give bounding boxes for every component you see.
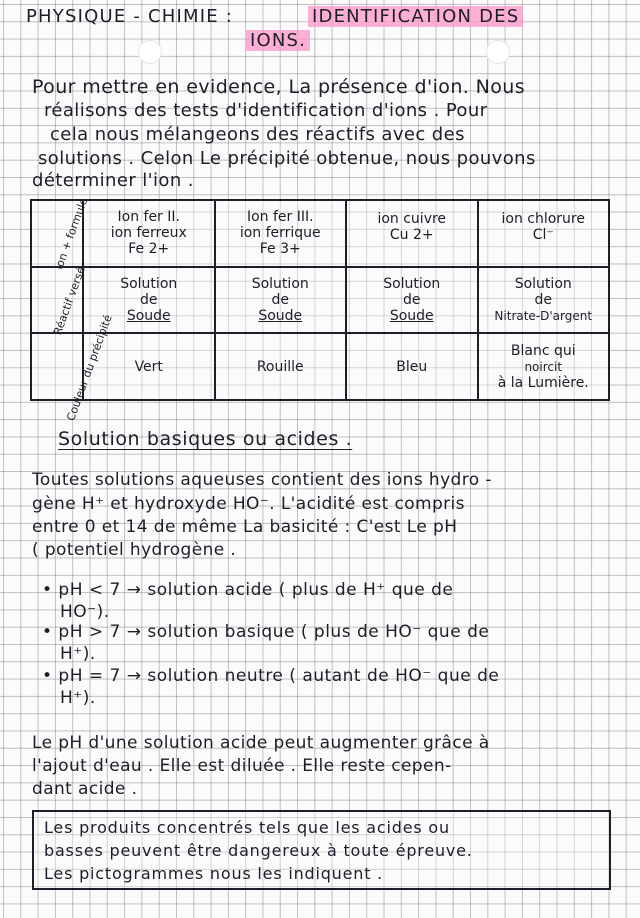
paragraph-line: entre 0 et 14 de même La basicité : C'est Le pH [32,517,458,537]
table-cell: Solution de Soude [215,267,347,334]
table-row-reagent [31,267,609,334]
list-item: • pH < 7 → solution acide ( plus de H⁺ que de [42,580,454,600]
paragraph-line: Toutes solutions aqueuses contient des ions hydro - [32,470,492,490]
table-cell: ion cuivre Cu 2+ [346,200,478,267]
paragraph-line: Le pH d'une solution acide peut augmenter grâce à [32,733,490,753]
intro-line: réalisons des tests d'identification d'ions . Pour [44,100,488,121]
table-cell: ion chlorure Cl⁻ [478,200,610,267]
paragraph-line: l'ajout d'eau . Elle est diluée . Elle reste cepen- [32,756,452,776]
table-cell: Vert [83,333,215,400]
paragraph-line: dant acide . [32,779,138,799]
row-header-reagent: Réactif versé [31,267,83,334]
warning-box [32,810,611,890]
binder-hole-right [486,40,510,64]
box-line: Les produits concentrés tels que les acides ou [44,818,450,837]
list-item-continuation: H⁺). [60,688,96,708]
intro-line: Pour mettre en evidence, La présence d'ion. Nous [32,76,526,98]
box-line: basses peuvent être dangereux à toute épreuve. [44,841,473,860]
table-cell: Bleu [346,333,478,400]
page-title: PHYSIQUE - CHIMIE : [26,6,233,27]
list-item-continuation: HO⁻). [60,602,110,622]
paragraph-line: ( potentiel hydrogène . [32,540,237,560]
list-item: • pH = 7 → solution neutre ( autant de HO⁻ que de [42,666,500,686]
intro-line: cela nous mélangeons des réactifs avec des [50,124,465,145]
section-title: Solution basiques ou acides . [58,428,353,450]
table-cell: Solution de Soude [346,267,478,334]
table-cell: Blanc qui noircit à la Lumière. [478,333,610,400]
intro-line: déterminer l'ion . [32,170,194,191]
ion-identification-table [30,196,610,423]
intro-line: solutions . Celon Le précipité obtenue, nous pouvons [38,148,536,169]
title-highlight-2: IONS. [246,30,310,51]
table-cell: Solution de Nitrate-D'argent [478,267,610,334]
table-cell: Ion fer II. ion ferreux Fe 2+ [83,200,215,267]
table-cell: Rouille [215,333,347,400]
binder-hole-left [138,40,162,64]
title-highlight-1: IDENTIFICATION DES [308,6,523,27]
list-item: • pH > 7 → solution basique ( plus de HO⁻ que de [42,622,490,642]
table-cell: Ion fer III. ion ferrique Fe 3+ [215,200,347,267]
table-row-ions [31,200,609,267]
table-cell: Solution de Soude [83,267,215,334]
box-line: Les pictogrammes nous les indiquent . [44,864,384,883]
list-item-continuation: H⁺). [60,644,96,664]
row-header-ion: ion + formule [31,200,83,267]
table-row-precipitate [31,333,609,400]
paragraph-line: gène H⁺ et hydroxyde HO⁻. L'acidité est compris [32,494,465,514]
row-header-precipitate: Couleur du précipité [31,333,83,400]
